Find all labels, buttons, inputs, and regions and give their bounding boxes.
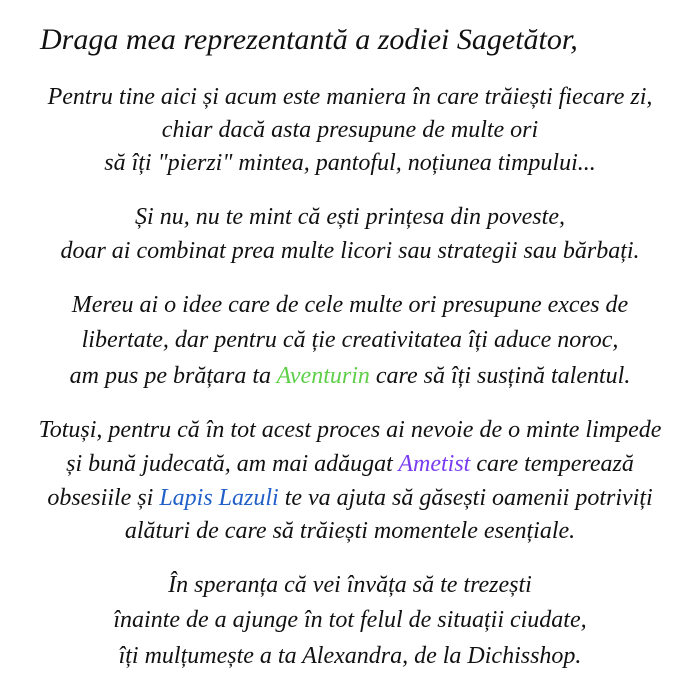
text-line: Pentru tine aici și acum este maniera în care trăiești fiecare zi, [47,84,653,110]
text-line: să îți "pierzi" mintea, pantoful, noțiunea timpului... [104,150,596,176]
stone-aventurin: Aventurin [276,363,370,389]
text-line: În speranța că vei învăța să te trezești [168,572,532,598]
text-line: Mereu ai o idee care de cele multe ori presupune exces de [71,292,629,318]
text-line: doar ai combinat prea multe licori sau strategii sau bărbați. [60,238,640,264]
text-line: libertate, dar pentru că ție creativitatea îți aduce noroc, [81,327,619,353]
stone-lapis-lazuli: Lapis Lazuli [159,485,279,511]
text-line: Și nu, nu te mint că ești prințesa din poveste, [135,204,565,230]
text-segment: am pus pe brățara ta [69,363,277,389]
text-line: Totuși, pentru că în tot acest proces ai nevoie de o minte limpede [38,417,662,443]
text-segment: și bună judecată, am mai adăugat [66,451,399,477]
text-line: înainte de a ajunge în tot felul de situații ciudate, [113,607,587,633]
text-line: chiar dacă asta presupune de multe ori [161,117,539,143]
text-segment: care temperează [470,451,634,477]
text-line [0,449,700,479]
text-line: alături de care să trăiești momentele esențiale. [124,518,576,544]
text-line: îți mulțumește a ta Alexandra, de la Dichisshop. [118,643,582,669]
text-segment: te va ajuta să găsești oamenii potriviți [278,485,653,511]
text-line [0,483,700,513]
text-line [0,361,700,391]
letter-title: Draga mea reprezentantă a zodiei Sagetător, [40,23,578,56]
text-segment: obsesiile și [47,485,160,511]
text-segment: care să îți susțină talentul. [369,363,631,389]
stone-ametist: Ametist [398,451,471,477]
